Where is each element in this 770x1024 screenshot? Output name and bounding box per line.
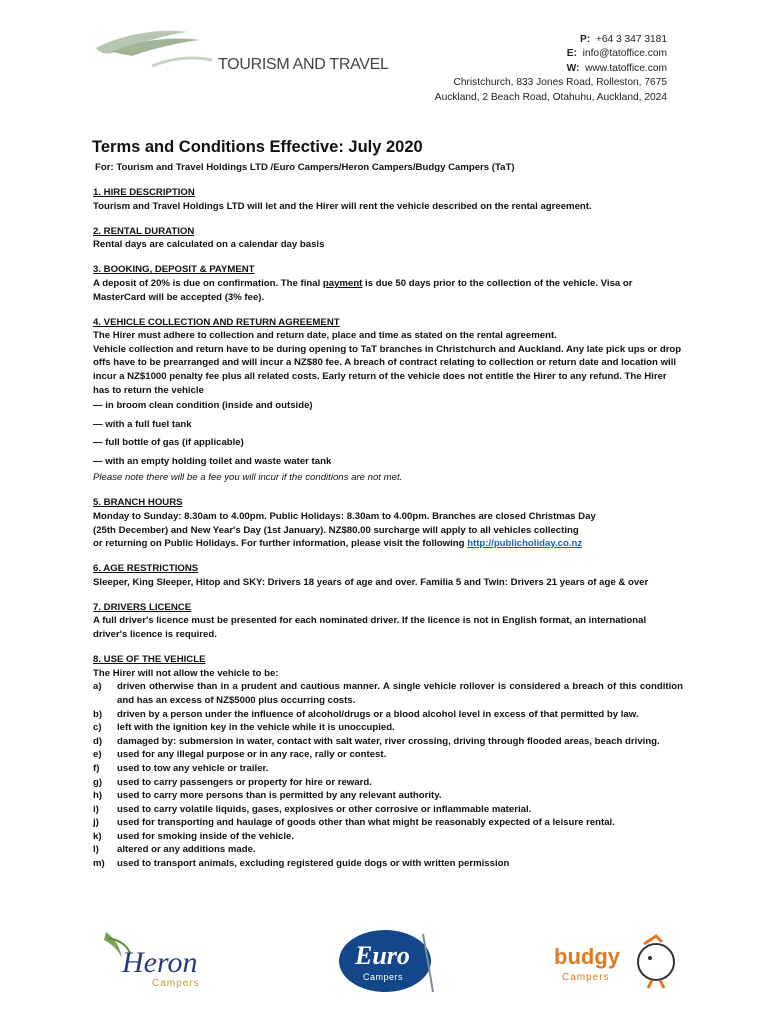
list-item: i) used to carry volatile liquids, gases, explosives or other corrosive or inflammable material. <box>93 803 532 815</box>
heron-name: Heron <box>122 946 198 979</box>
list-item: j) used for transporting and haulage of goods other than what might be reasonably expected of a leisure rental. <box>93 817 615 829</box>
section-rental-duration <box>93 225 683 252</box>
section-use-of-vehicle <box>93 653 683 871</box>
section-hire-description <box>93 186 683 213</box>
list-item: a) driven otherwise than in a prudent and cautious manner. A single vehicle rollover is considered a breach of this condition and has an excess of NZ$5000 plus occurring costs. <box>93 681 683 706</box>
section-collection-return <box>93 316 683 485</box>
section-heading: 8. USE OF THE VEHICLE <box>93 654 206 666</box>
section-body: A full driver's licence must be presented for each nominated driver. If the licence is not in English format, an international driver's licence is required. <box>93 615 647 641</box>
list-item: e) used for any illegal purpose or in any race, rally or contest. <box>93 749 387 761</box>
email-line: E: info@tatoffice.com <box>566 48 667 60</box>
brand-name: TOURISM AND TRAVEL <box>218 56 389 73</box>
euro-campers-logo <box>337 928 437 994</box>
section-body-line: (25th December) and New Year's Day (1st January). NZ$80.00 surcharge will apply to all vehicles collecting <box>93 524 579 536</box>
address-auckland: Auckland, 2 Beach Road, Otahuhu, Auckland, 2024 <box>434 91 667 103</box>
section-body: Tourism and Travel Holdings LTD will let and the Hirer will rent the vehicle described on the rental agreement. <box>93 200 592 212</box>
return-condition-item: — with an empty holding toilet and waste water tank <box>93 455 332 467</box>
euro-name: Euro <box>355 941 410 970</box>
section-body-line: Vehicle collection and return have to be during opening to TaT branches in Christchurch and Auckland. Any late pick ups or drop offs have to be prearranged and will incur a NZ$80 fee. A breach of contract relating to collection or return date and location will incur a NZ$1000 penalty fee plus all related costs. Early return of the vehicle does not entitle the Hirer to any refund. The Hirer has to return the vehicle <box>93 343 682 396</box>
section-heading: 7. DRIVERS LICENCE <box>93 601 192 613</box>
heron-campers-logo <box>100 928 220 990</box>
heron-sub: Campers <box>152 978 200 989</box>
subtitle: For: Tourism and Travel Holdings LTD /Euro Campers/Heron Campers/Budgy Campers (TaT) <box>95 162 515 173</box>
section-heading: 2. RENTAL DURATION <box>93 225 195 237</box>
section-body-line: or returning on Public Holidays. For further information, please visit the following http://publicholiday.co.nz <box>93 538 583 550</box>
budgy-sub: Campers <box>562 972 610 983</box>
fee-note: Please note there will be a fee you will incur if the conditions are not met. <box>93 472 403 484</box>
list-item: h) used to carry more persons than is permitted by any relevant authority. <box>93 790 442 802</box>
section-intro: The Hirer will not allow the vehicle to be: <box>93 667 279 679</box>
section-branch-hours <box>93 496 683 550</box>
list-item: g) used to carry passengers or property for hire or reward. <box>93 776 372 788</box>
return-condition-item: — in broom clean condition (inside and outside) <box>93 400 313 412</box>
vehicle-use-restrictions <box>93 680 683 870</box>
website[interactable]: www.tatoffice.com <box>585 62 667 74</box>
section-heading: 3. BOOKING, DEPOSIT & PAYMENT <box>93 264 255 276</box>
terms-document <box>93 186 683 882</box>
contact-block <box>435 33 667 105</box>
budgy-name: budgy <box>554 944 620 969</box>
list-item: d) damaged by: submersion in water, contact with salt water, river crossing, driving through flooded areas, beach driving. <box>93 735 660 747</box>
section-booking-deposit-payment <box>93 263 683 304</box>
address-christchurch: Christchurch, 833 Jones Road, Rolleston, 7675 <box>453 77 667 89</box>
section-heading: 4. VEHICLE COLLECTION AND RETURN AGREEMENT <box>93 316 340 328</box>
euro-sub: Campers <box>363 972 404 982</box>
list-item: b) driven by a person under the influence of alcohol/drugs or a blood alcohol level in excess of that permitted by law. <box>93 708 639 720</box>
payment-term: payment <box>322 277 363 289</box>
page-title: Terms and Conditions Effective: July 2020 <box>92 138 423 156</box>
public-holiday-link[interactable]: http://publicholiday.co.nz <box>467 538 583 550</box>
list-item: m) used to transport animals, excluding registered guide dogs or with written permission <box>93 858 510 870</box>
phone: +64 3 347 3181 <box>595 34 667 45</box>
list-item: l) altered or any additions made. <box>93 844 256 856</box>
section-body: Sleeper, King Sleeper, Hitop and SKY: Drivers 18 years of age and over. Familia 5 and Twin: Drivers 21 years of age & over <box>93 576 649 588</box>
section-heading: 5. BRANCH HOURS <box>93 497 183 509</box>
section-heading: 6. AGE RESTRICTIONS <box>93 563 199 575</box>
list-item: c) left with the ignition key in the vehicle while it is unoccupied. <box>93 722 395 734</box>
section-body-line: The Hirer must adhere to collection and return date, place and time as stated on the rental agreement. <box>93 330 557 342</box>
list-item: f) used to tow any vehicle or trailer. <box>93 762 269 774</box>
section-body-line: Monday to Sunday: 8.30am to 4.00pm. Public Holidays: 8.30am to 4.00pm. Branches are closed Christmas Day <box>93 510 596 522</box>
section-drivers-licence <box>93 601 683 642</box>
section-body: A deposit of 20% is due on confirmation. The final payment is due 50 days prior to the collection of the vehicle. Visa or MasterCard will be accepted (3% fee). <box>93 277 633 303</box>
return-condition-item: — full bottle of gas (if applicable) <box>93 437 244 449</box>
section-age-restrictions <box>93 562 683 589</box>
return-condition-item: — with a full fuel tank <box>93 418 192 430</box>
section-heading: 1. HIRE DESCRIPTION <box>93 187 195 198</box>
email[interactable]: info@tatoffice.com <box>582 48 667 60</box>
section-body: Rental days are calculated on a calendar day basis <box>93 239 325 251</box>
web-line: W: www.tatoffice.com <box>566 62 667 74</box>
budgy-campers-logo <box>552 934 682 990</box>
phone-line: P: +64 3 347 3181 <box>580 34 667 45</box>
list-item: k) used for smoking inside of the vehicle. <box>93 830 294 842</box>
